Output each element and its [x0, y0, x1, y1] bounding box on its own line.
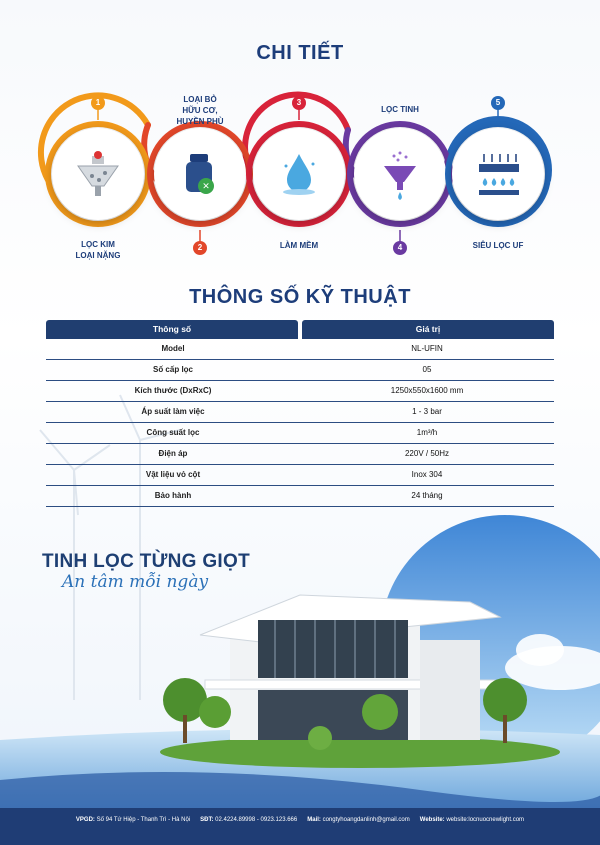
- section-title-specs: THÔNG SỐ KỸ THUẬT: [189, 286, 411, 308]
- step-3-circle: [253, 128, 345, 220]
- phone-label: SĐT:: [200, 817, 214, 823]
- table-row: [46, 465, 554, 486]
- fine-filter-icon: [354, 128, 446, 220]
- step-1-circle: [52, 128, 144, 220]
- spec-value: 1250x550x1600 mm: [390, 386, 464, 395]
- address-text: Số 94 Tứ Hiệp - Thanh Trì - Hà Nội: [96, 817, 191, 823]
- water-drop-icon: [253, 128, 345, 220]
- phone-text: 02.4224.89998 - 0923.123.666: [215, 817, 298, 823]
- table-row: [46, 402, 554, 423]
- table-row: [46, 381, 554, 402]
- step-2-circle: [154, 128, 246, 220]
- spec-table-header: [46, 320, 554, 339]
- mail-label: Mail:: [307, 817, 321, 823]
- filter-funnel-icon: [52, 128, 144, 220]
- step-4-circle: [354, 128, 446, 220]
- step-3-number: 3: [292, 96, 306, 110]
- spec-value: NL-UFIN: [411, 344, 443, 353]
- mail-link[interactable]: congtyhoangdanlinh@gmail.com: [322, 817, 410, 823]
- spec-value: 24 tháng: [411, 491, 443, 500]
- footer-contact: [0, 817, 600, 823]
- membrane-filter-icon: [452, 128, 544, 220]
- step-4-label: LỌC TINH: [381, 105, 419, 114]
- spec-value: 05: [422, 365, 432, 374]
- step-4-number: 4: [393, 241, 407, 255]
- svg-text:✕: ✕: [202, 182, 210, 192]
- spec-key: Công suất lọc: [146, 428, 200, 437]
- column-header-value: Giá trị: [302, 320, 554, 339]
- table-row: [46, 360, 554, 381]
- slogan-main: TINH LỌC TỪNG GIỌT: [42, 551, 250, 572]
- spec-key: Số cấp lọc: [152, 365, 193, 374]
- slogan-sub: An tâm mỗi ngày: [62, 572, 209, 592]
- step-5-label: SIÊU LỌC UF: [472, 241, 524, 250]
- chemical-jar-icon: [154, 128, 246, 220]
- footer-bar: [0, 808, 600, 845]
- step-5-circle: [452, 128, 544, 220]
- step-2-label: LOẠI BỎ HỮU CƠ, HUYỀN PHÙ: [176, 95, 224, 126]
- step-1-label: LỌC KIM LOẠI NẶNG: [75, 240, 121, 260]
- spec-value: 1 - 3 bar: [412, 407, 442, 416]
- spec-key: Áp suất làm việc: [141, 407, 205, 416]
- spec-value: 1m³/h: [416, 428, 438, 437]
- spec-value: 220V / 50Hz: [404, 449, 450, 458]
- column-header-parameter: Thông số: [46, 320, 298, 339]
- step-1-number: 1: [91, 96, 105, 110]
- table-row: [46, 444, 554, 465]
- spec-key: Model: [161, 344, 185, 353]
- website-link[interactable]: website:locnuocnewlight.com: [446, 817, 525, 823]
- website-label: Website:: [419, 817, 445, 823]
- spec-key: Vật liệu vỏ cột: [145, 470, 201, 479]
- process-steps: [0, 0, 600, 280]
- section-title-details: CHI TIẾT: [256, 42, 344, 64]
- spec-value: Inox 304: [411, 470, 443, 479]
- step-2-number: 2: [193, 241, 207, 255]
- table-row: [46, 339, 554, 360]
- spec-key: Bảo hành: [154, 491, 192, 500]
- step-3-label: LÀM MỀM: [279, 241, 319, 250]
- spec-key: Kích thước (DxRxC): [134, 386, 212, 395]
- spec-key: Điện áp: [158, 449, 188, 458]
- spec-table: [46, 320, 554, 507]
- table-row: [46, 486, 554, 507]
- table-row: [46, 423, 554, 444]
- step-5-number: 5: [491, 96, 505, 110]
- address-label: VPGD:: [75, 817, 95, 823]
